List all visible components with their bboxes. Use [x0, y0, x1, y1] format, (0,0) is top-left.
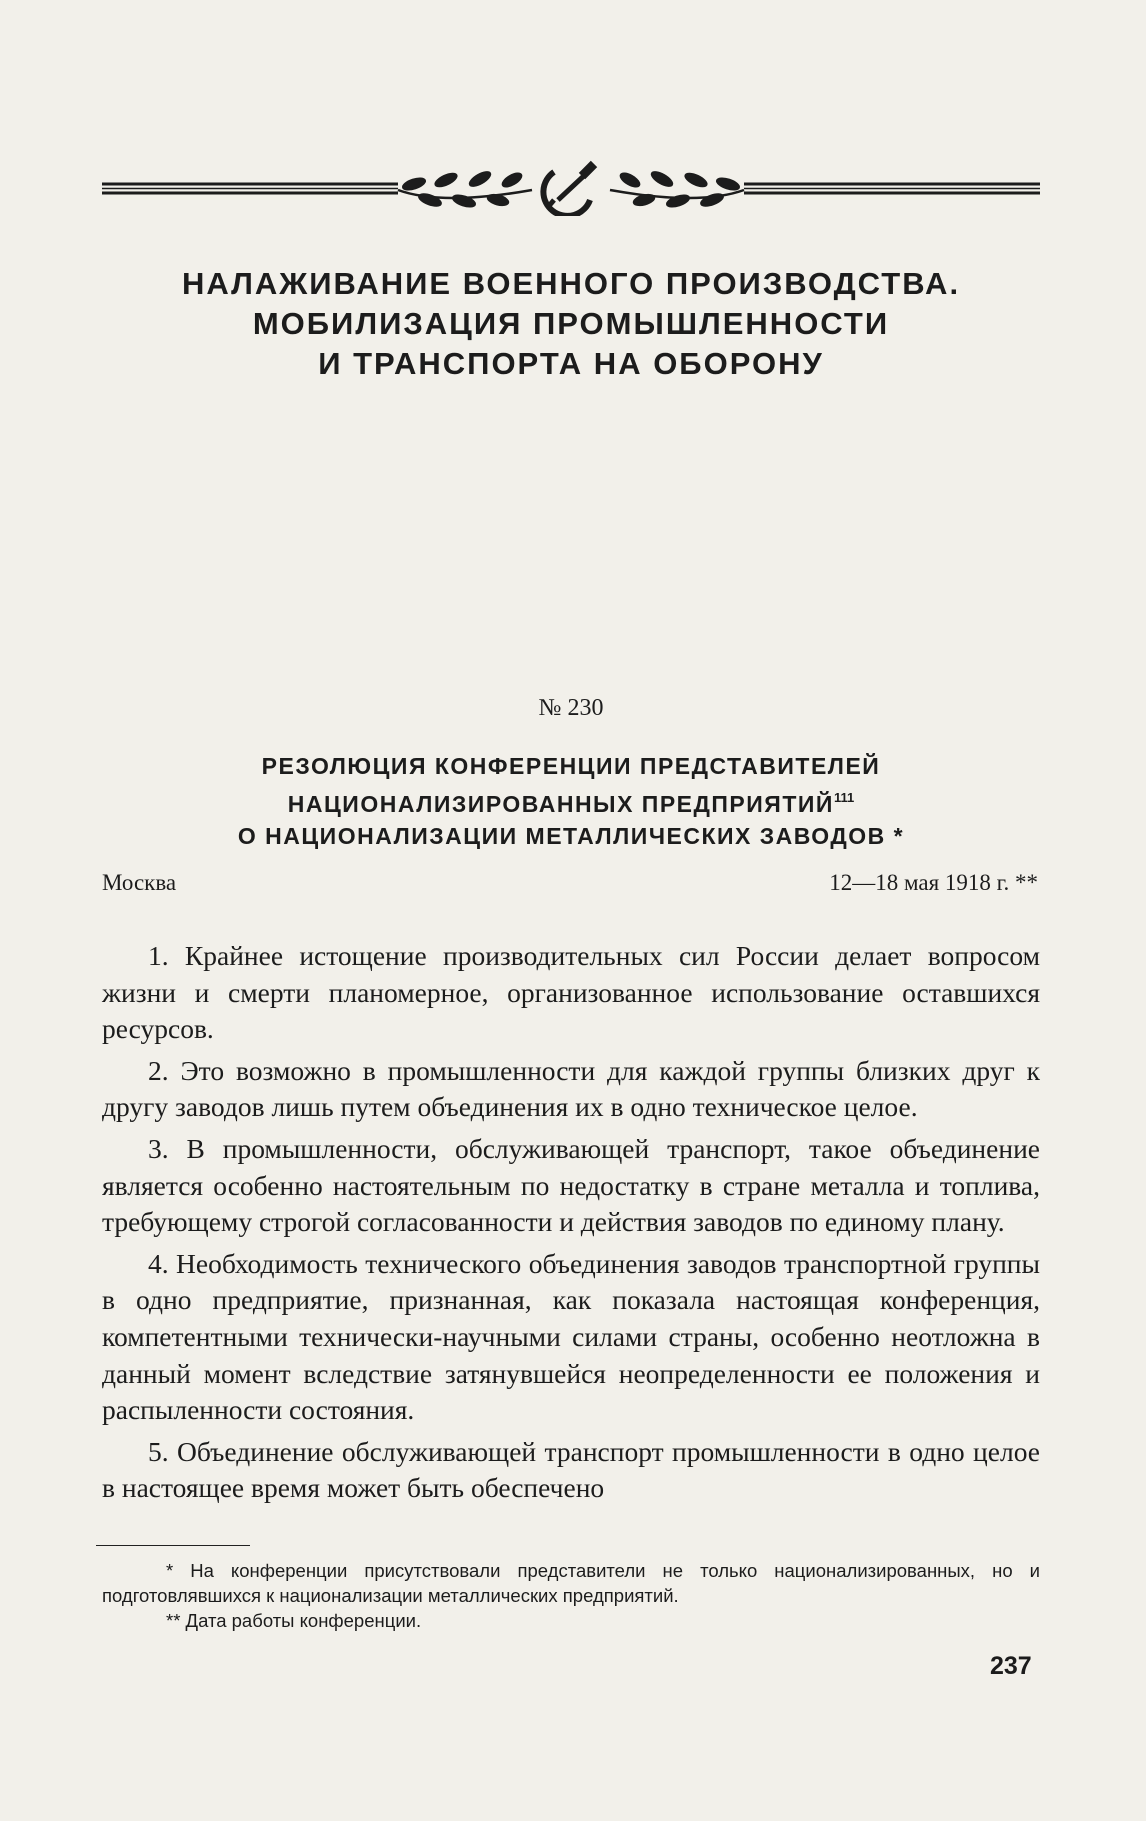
- paragraph: 5. Объединение обслуживающей транспорт промышленности в одно целое в настоящее время может быть обеспечено: [102, 1435, 1040, 1504]
- place-date-line: [102, 870, 1040, 904]
- paragraph: 1. Крайнее истощение производительных сил России делает вопросом жизни и смерти планомерное, организованное использование оставшихся ресурсов.: [102, 940, 1040, 1045]
- document-date: 12—18 мая 1918 г. **: [829, 870, 1038, 895]
- note-reference: 111: [833, 790, 855, 805]
- section-heading: [102, 264, 1040, 384]
- paragraph: 4. Необходимость технического объединения заводов транспортной группы в одно предприятие, признанная, как показала настоящая конференция, компетентными технически-научными силами страны, особенно неотложна в данный момент вследствие затянувшейся неопределенности ее положения и распыленности состояния.: [102, 1247, 1040, 1426]
- section-heading-line: НАЛАЖИВАНИЕ ВОЕННОГО ПРОИЗВОДСТВА.: [181, 266, 961, 301]
- footnote: * На конференции присутствовали представители не только национализированных, но и подготовлявшихся к национализации металлических предприятий.: [102, 1560, 1040, 1606]
- document-number: № 230: [538, 695, 604, 721]
- footnote-mark: *: [893, 823, 905, 849]
- resolution-title-line: РЕЗОЛЮЦИЯ КОНФЕРЕНЦИИ ПРЕДСТАВИТЕЛЕЙ: [261, 753, 881, 779]
- paragraph: 2. Это возможно в промышленности для каждой группы близких друг к другу заводов лишь путем объединения их в одно техническое целое.: [102, 1054, 1040, 1123]
- footnotes: [102, 1558, 1040, 1633]
- footnote-divider: [96, 1545, 250, 1546]
- document-place: Москва: [102, 870, 177, 895]
- resolution-title: [102, 750, 1040, 852]
- section-heading-line: МОБИЛИЗАЦИЯ ПРОМЫШЛЕННОСТИ: [252, 306, 890, 341]
- paragraph: 3. В промышленности, обслуживающей транспорт, такое объединение является особенно настоятельным по недостатку в стране металла и топлива, требующему строгой согласованности и действия заводов по единому плану.: [102, 1132, 1040, 1238]
- footnote: ** Дата работы конференции.: [166, 1610, 422, 1631]
- resolution-title-line: О НАЦИОНАЛИЗАЦИИ МЕТАЛЛИЧЕСКИХ ЗАВОДОВ: [237, 823, 886, 849]
- section-heading-line: И ТРАНСПОРТА НА ОБОРОНУ: [318, 346, 824, 381]
- page-number: 237: [990, 1652, 1032, 1680]
- resolution-body: [102, 938, 1040, 1507]
- hammer-sickle-ornament-icon: [102, 160, 1040, 216]
- resolution-title-line: НАЦИОНАЛИЗИРОВАННЫХ ПРЕДПРИЯТИЙ: [287, 791, 834, 817]
